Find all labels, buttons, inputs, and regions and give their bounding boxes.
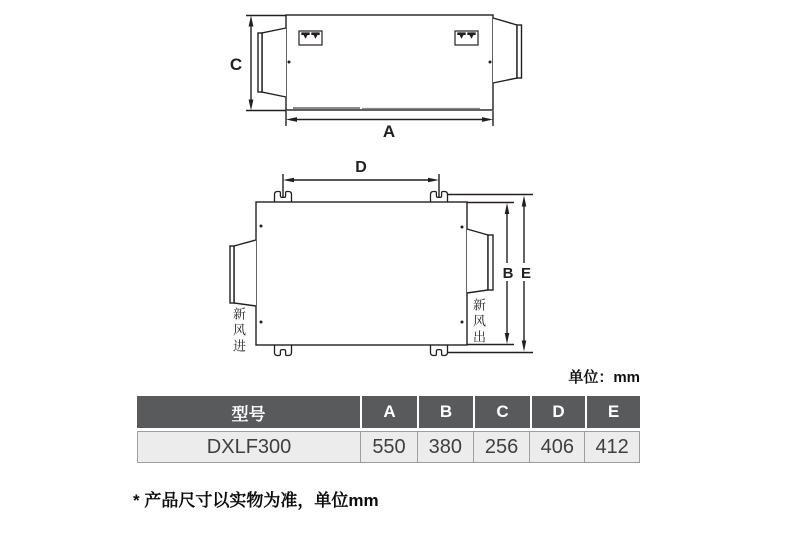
dim-label-E: E bbox=[520, 265, 532, 282]
header-model: 型号 bbox=[231, 404, 266, 424]
mounting-bracket bbox=[275, 344, 292, 356]
cell-A: 550 bbox=[360, 432, 417, 462]
cell-C: 256 bbox=[473, 432, 530, 462]
screw-dot bbox=[260, 321, 263, 324]
dim-label-A: A bbox=[382, 122, 396, 141]
screw-dot bbox=[461, 321, 464, 324]
spec-table-data-row bbox=[137, 431, 640, 463]
header-A: A bbox=[360, 396, 417, 428]
top-view-diagram bbox=[230, 174, 534, 356]
footnote: * 产品尺寸以实物为准，单位mm bbox=[133, 491, 379, 510]
cell-D: 406 bbox=[529, 432, 584, 462]
side-view-left-duct bbox=[258, 28, 286, 97]
outlet-label: 新风出 bbox=[471, 298, 486, 346]
screw-dot bbox=[461, 226, 464, 229]
unit-note: 单位：mm bbox=[568, 369, 640, 386]
header-C: C bbox=[473, 396, 530, 428]
dim-label-B: B bbox=[502, 265, 514, 282]
header-B: B bbox=[417, 396, 473, 428]
dim-label-D: D bbox=[355, 159, 367, 176]
cell-B: 380 bbox=[417, 432, 473, 462]
top-view-body bbox=[256, 202, 467, 345]
cell-model: DXLF300 bbox=[206, 435, 292, 458]
top-view-inlet-duct bbox=[230, 240, 256, 306]
header-E: E bbox=[585, 396, 640, 428]
side-view-body bbox=[286, 15, 493, 110]
screw-dot bbox=[489, 61, 492, 64]
side-view-right-duct bbox=[493, 18, 522, 83]
screw-dot bbox=[260, 225, 263, 228]
spec-table bbox=[137, 396, 640, 463]
mounting-bracket bbox=[431, 344, 448, 356]
header-D: D bbox=[530, 396, 585, 428]
cell-E: 412 bbox=[584, 432, 639, 462]
inlet-label: 新风进 bbox=[231, 307, 246, 355]
dimension-D bbox=[283, 174, 439, 197]
side-view-diagram bbox=[246, 15, 522, 126]
spec-table-header-row bbox=[137, 396, 640, 428]
screw-dot bbox=[288, 61, 291, 64]
dim-label-C: C bbox=[229, 55, 243, 74]
top-view-outlet-duct bbox=[467, 229, 493, 293]
